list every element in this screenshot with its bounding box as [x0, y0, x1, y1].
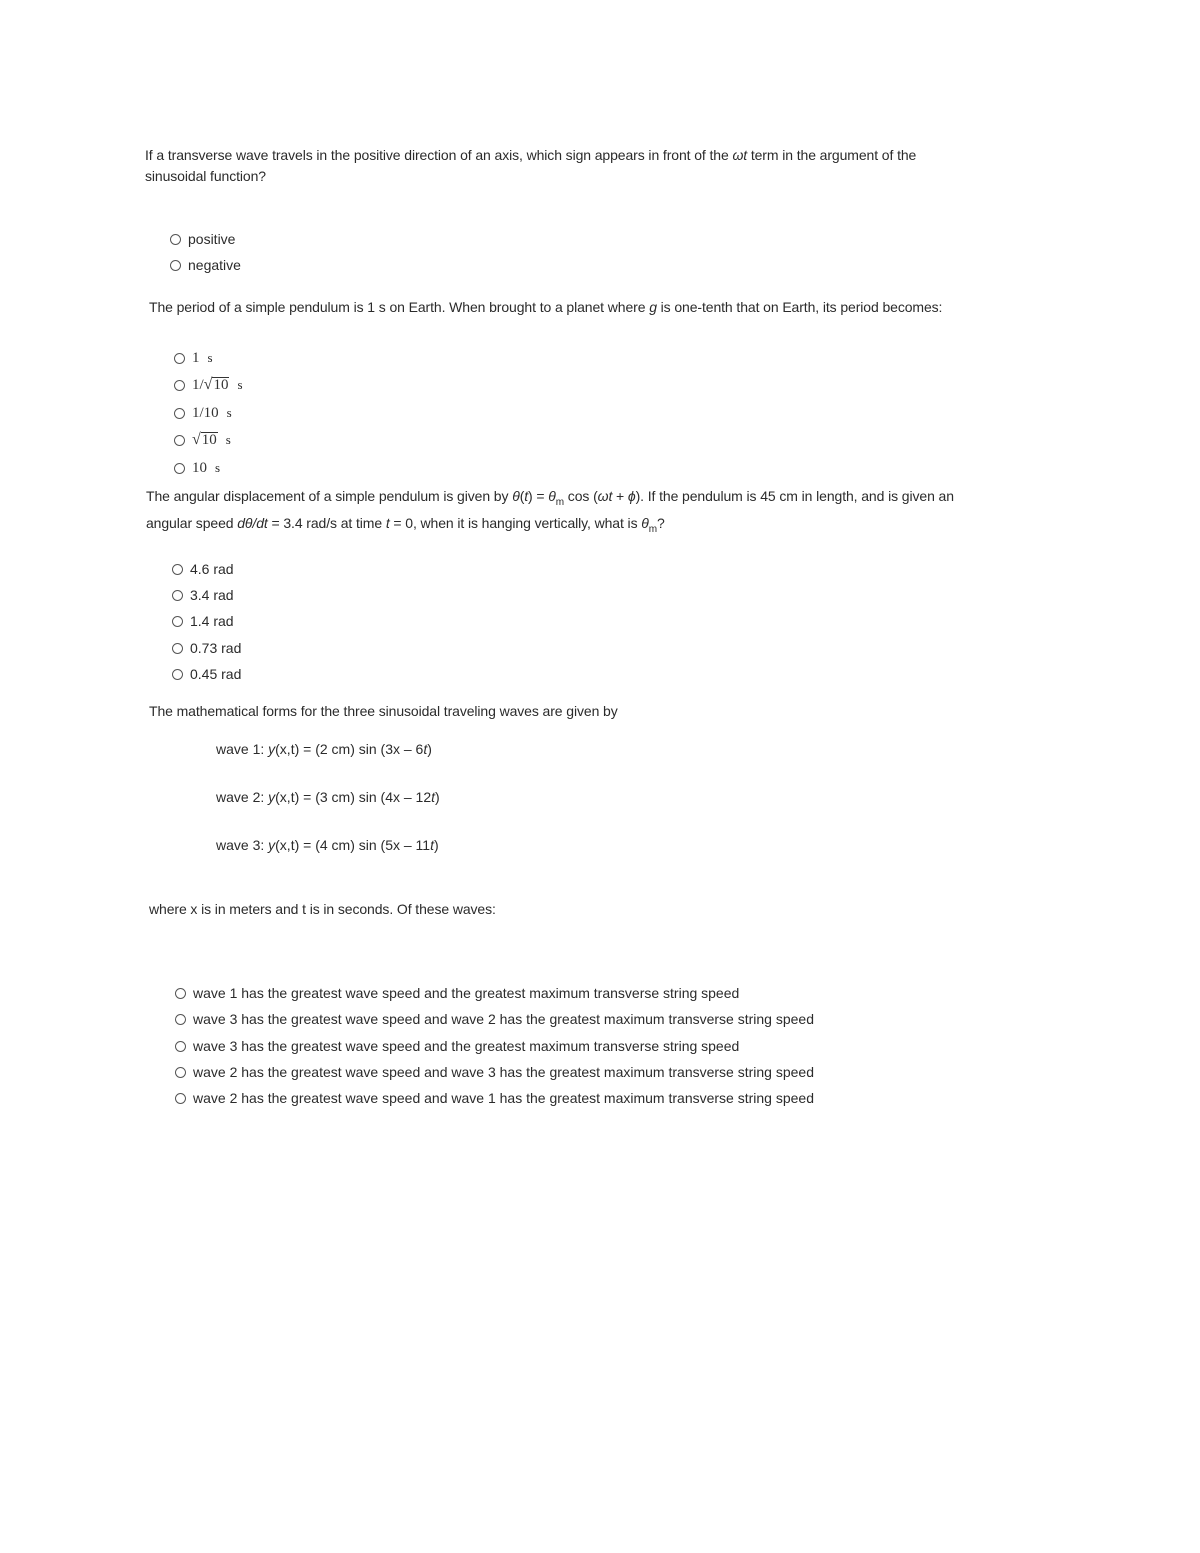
question-4-intro: The mathematical forms for the three sinusoidal traveling waves are given by	[149, 703, 618, 719]
radio-icon[interactable]	[170, 260, 181, 271]
q4-option[interactable]: wave 1 has the greatest wave speed and the greatest maximum transverse string speed	[175, 982, 739, 1004]
q4-option[interactable]: wave 3 has the greatest wave speed and wave 2 has the greatest maximum transverse string speed	[175, 1008, 814, 1030]
radio-icon[interactable]	[174, 380, 185, 391]
radio-icon[interactable]	[172, 643, 183, 654]
radio-icon[interactable]	[175, 1067, 186, 1078]
q4-option[interactable]: wave 2 has the greatest wave speed and wave 1 has the greatest maximum transverse string speed	[175, 1087, 814, 1109]
wave-2-equation: wave 2: y(x,t) = (3 cm) sin (4x – 12t)	[216, 789, 440, 805]
q1-option[interactable]: negative	[170, 254, 241, 276]
question-1-text: If a transverse wave travels in the positive direction of an axis, which sign appears in front of the ωt term in the argument of the sinusoidal function?	[145, 147, 917, 184]
q2-option[interactable]: 1/10 s	[174, 402, 232, 424]
radio-icon[interactable]	[172, 669, 183, 680]
q2-option[interactable]: √ 10 s	[174, 429, 231, 451]
radio-icon[interactable]	[170, 234, 181, 245]
radio-icon[interactable]	[174, 435, 185, 446]
q2-option[interactable]: 1/ √ 10 s	[174, 374, 243, 396]
wave-1-equation: wave 1: y(x,t) = (2 cm) sin (3x – 6t)	[216, 741, 432, 757]
q3-option[interactable]: 3.4 rad	[172, 584, 234, 606]
q3-option[interactable]: 0.73 rad	[172, 637, 241, 659]
radio-icon[interactable]	[174, 353, 185, 364]
sqrt-symbol: √ 10	[192, 431, 217, 448]
q3-option[interactable]: 0.45 rad	[172, 663, 241, 685]
question-4-where: where x is in meters and t is in seconds. Of these waves:	[149, 901, 496, 917]
q3-option[interactable]: 4.6 rad	[172, 558, 234, 580]
radio-icon[interactable]	[174, 463, 185, 474]
radio-icon[interactable]	[175, 1093, 186, 1104]
radio-icon[interactable]	[175, 988, 186, 999]
radio-icon[interactable]	[175, 1041, 186, 1052]
question-3-text: The angular displacement of a simple pendulum is given by $\theta(t) = \theta_m$ cos (ωt + ϕ). If the pendulum is 45 cm in length, and is given an angular speed dθ/dt = 3.4 rad/s at time t = 0, when it is hanging vertically, what is $\theta_m$?	[146, 488, 954, 535]
q1-option[interactable]: positive	[170, 228, 235, 250]
q2-option[interactable]: 10 s	[174, 457, 220, 479]
question-2-text: The period of a simple pendulum is 1 s on Earth. When brought to a planet where g is one-tenth that on Earth, its period becomes:	[149, 299, 943, 315]
radio-icon[interactable]	[174, 408, 185, 419]
radio-icon[interactable]	[172, 590, 183, 601]
q2-option[interactable]: 1 s	[174, 347, 213, 369]
radio-icon[interactable]	[175, 1014, 186, 1025]
sqrt-symbol: √ 10	[203, 376, 229, 393]
radio-icon[interactable]	[172, 564, 183, 575]
wave-3-equation: wave 3: y(x,t) = (4 cm) sin (5x – 11t)	[216, 837, 439, 853]
q4-option[interactable]: wave 2 has the greatest wave speed and wave 3 has the greatest maximum transverse string speed	[175, 1061, 814, 1083]
q3-option[interactable]: 1.4 rad	[172, 610, 234, 632]
q4-option[interactable]: wave 3 has the greatest wave speed and the greatest maximum transverse string speed	[175, 1035, 739, 1057]
radio-icon[interactable]	[172, 616, 183, 627]
